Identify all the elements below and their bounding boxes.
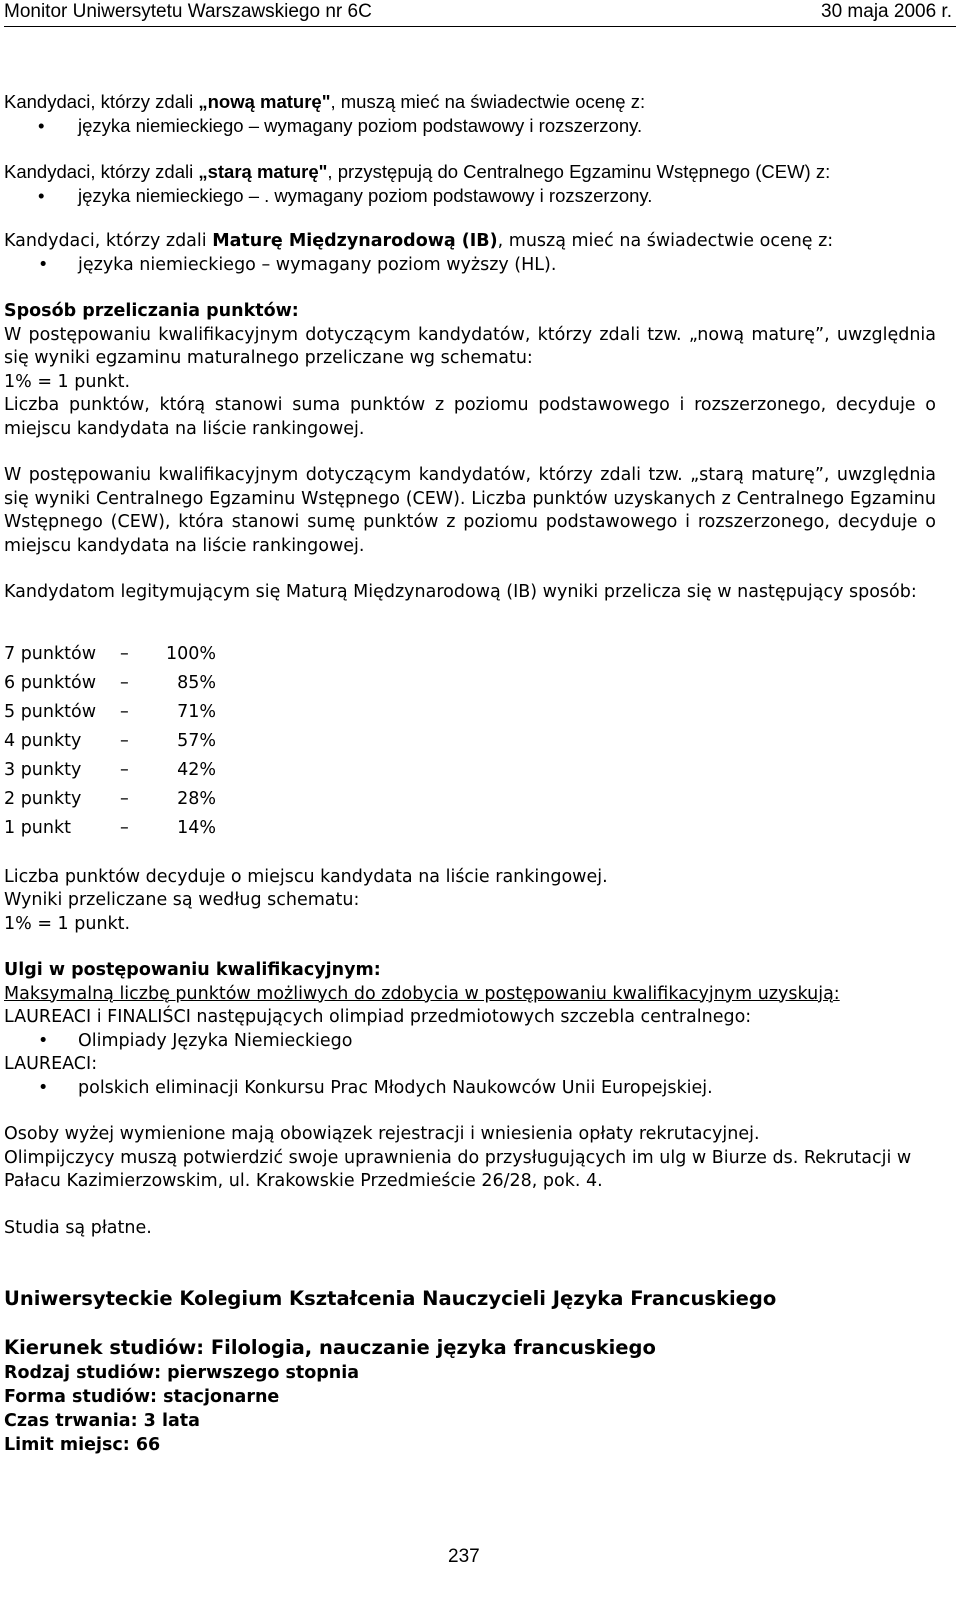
bullet-icon: • xyxy=(38,254,49,275)
ib-pre: Kandydaci, którzy zdali xyxy=(4,231,213,251)
ulgi-contest-bullet xyxy=(4,1077,936,1101)
table-row xyxy=(4,785,216,814)
percent-cell: 100% xyxy=(166,644,217,664)
spacer xyxy=(4,277,936,300)
dash-cell: – xyxy=(120,760,129,780)
dash-cell: – xyxy=(120,789,129,809)
spacer xyxy=(4,843,936,866)
ib-bold: Maturę Międzynarodową (IB) xyxy=(212,231,498,251)
dash-cell: – xyxy=(120,673,129,693)
after-table-schema: Wyniki przeliczane są według schematu: xyxy=(4,890,360,910)
ulgi-title xyxy=(4,959,936,983)
ib-bullet-text: języka niemieckiego – wymagany poziom wyższy (HL). xyxy=(78,254,557,275)
table-row xyxy=(4,727,216,756)
stara-matura-bullet xyxy=(4,184,936,208)
points-cell: 6 punktów xyxy=(4,673,97,693)
points-cell: 7 punktów xyxy=(4,644,97,664)
ulgi-registration-note: Osoby wyżej wymienione mają obowiązek rejestracji i wniesienia opłaty rekrutacyjnej. xyxy=(4,1124,760,1144)
ulgi-laureates-finalists: LAUREACI i FINALIŚCI następujących olimpiad przedmiotowych szczebla centralnego: xyxy=(4,1007,752,1027)
percent-cell: 57% xyxy=(177,731,217,751)
spacer xyxy=(4,628,936,640)
spacer xyxy=(4,441,936,464)
stara-matura-intro xyxy=(4,160,936,184)
bullet-icon: • xyxy=(38,1030,49,1051)
spacer xyxy=(4,605,936,628)
points-cell: 5 punktów xyxy=(4,702,97,722)
ulgi-laureates: LAUREACI: xyxy=(4,1054,98,1074)
sposob-nowa-ranking: Liczba punktów, którą stanowi suma punktów z poziomu podstawowego i rozszerzonego, decyduje o miejscu kandydata na liście rankingowej. xyxy=(4,395,936,439)
nowa-bold: „nową maturę" xyxy=(198,91,331,112)
ib-intro xyxy=(4,230,936,254)
points-cell: 2 punkty xyxy=(4,789,82,809)
table-row xyxy=(4,669,216,698)
spacer xyxy=(4,1240,936,1263)
page-content xyxy=(4,90,936,1457)
table-row xyxy=(4,698,216,727)
sposob-stara-paragraph: W postępowaniu kwalifikacyjnym dotyczącym kandydatów, którzy zdali tzw. „starą maturę”, uwzględnia się wyniki Centralnego Egzaminu Wstępnego (CEW). Liczba punktów uzyskanych z Centralnego Egzaminu Wstępnego (CEW), która stanowi sumę punktów z poziomu podstawowego i rozszerzonego, decyduje o miejscu kandydata na liście rankingowej. xyxy=(4,465,936,556)
sposob-ib-paragraph: Kandydatom legitymującym się Maturą Międzynarodową (IB) wyniki przelicza się w następujący sposób: xyxy=(4,582,917,602)
page-number: 237 xyxy=(448,1546,480,1567)
spacer xyxy=(4,1194,936,1217)
spacer xyxy=(4,1312,936,1335)
stara-pre: Kandydaci, którzy zdali xyxy=(4,161,199,182)
bullet-icon: • xyxy=(38,1077,49,1098)
nowa-pre: Kandydaci, którzy zdali xyxy=(4,91,199,112)
dash-cell: – xyxy=(120,644,129,664)
percent-cell: 85% xyxy=(177,673,217,693)
table-row xyxy=(4,814,216,843)
dash-cell: – xyxy=(120,731,129,751)
nowa-bullet-text: języka niemieckiego – wymagany poziom podstawowy i rozszerzony. xyxy=(78,114,643,136)
sposob-nowa-formula: 1% = 1 punkt. xyxy=(4,371,131,392)
percent-cell: 42% xyxy=(177,760,217,780)
ulgi-olympiad-bullet xyxy=(4,1030,936,1054)
points-cell: 4 punkty xyxy=(4,731,82,751)
header-rule xyxy=(4,26,956,27)
spacer xyxy=(4,1263,936,1286)
points-cell: 3 punkty xyxy=(4,760,82,780)
college-study-level: Rodzaj studiów: pierwszego stopnia xyxy=(4,1363,360,1383)
sposob-title xyxy=(4,300,936,324)
points-cell: 1 punkt xyxy=(4,818,71,838)
college-field-of-study: Kierunek studiów: Filologia, nauczanie języka francuskiego xyxy=(4,1336,656,1359)
dash-cell: – xyxy=(120,818,129,838)
stara-post: , przystępują do Centralnego Egzaminu Wstępnego (CEW) z: xyxy=(327,161,831,182)
bullet-icon: • xyxy=(38,114,45,136)
stara-bullet-text: języka niemieckiego – . wymagany poziom podstawowy i rozszerzony. xyxy=(78,184,653,206)
spacer xyxy=(4,137,936,160)
nowa-post: , muszą mieć na świadectwie ocenę z: xyxy=(330,91,646,112)
ulgi-contest-text: polskich eliminacji Konkursu Prac Młodych Naukowców Unii Europejskiej. xyxy=(78,1077,713,1098)
ib-conversion-table xyxy=(4,640,216,843)
spacer xyxy=(4,207,936,230)
ib-post: , muszą mieć na świadectwie ocenę z: xyxy=(497,231,834,251)
after-table-ranking: Liczba punktów decyduje o miejscu kandydata na liście rankingowej. xyxy=(4,866,608,887)
percent-cell: 28% xyxy=(177,789,217,809)
ib-bullet xyxy=(4,254,936,278)
header-date: 30 maja 2006 r. xyxy=(821,1,952,22)
spacer xyxy=(4,558,936,581)
page-header xyxy=(4,0,956,28)
ulgi-max-points: Maksymalną liczbę punktów możliwych do zdobycia w postępowaniu kwalifikacyjnym uzyskują: xyxy=(4,983,840,1004)
table-row xyxy=(4,756,216,785)
sposob-nowa-paragraph: W postępowaniu kwalifikacyjnym dotyczącym kandydatów, którzy zdali tzw. „nową maturę”, uwzględnia się wyniki egzaminu maturalnego przeliczane wg schematu: xyxy=(4,324,936,368)
ulgi-paid-studies: Studia są płatne. xyxy=(4,1217,152,1238)
ulgi-confirmation-note: Olimpijczycy muszą potwierdzić swoje uprawnienia do przysługujących im ulg w Biurze ds. Rekrutacji w Pałacu Kazimierzowskim, ul. Krakowskie Przedmieście 26/28, pok. 4. xyxy=(4,1147,912,1191)
sposob-title-text: Sposób przeliczania punktów: xyxy=(4,301,299,321)
nowa-matura-intro xyxy=(4,90,936,114)
after-table-formula: 1% = 1 punkt. xyxy=(4,913,131,934)
college-title: Uniwersyteckie Kolegium Kształcenia Nauczycieli Języka Francuskiego xyxy=(4,1287,777,1310)
college-study-mode: Forma studiów: stacjonarne xyxy=(4,1387,280,1407)
spacer xyxy=(4,936,936,959)
bullet-icon: • xyxy=(38,184,45,206)
stara-bold: „starą maturę" xyxy=(198,161,328,182)
table-row xyxy=(4,640,216,669)
college-duration: Czas trwania: 3 lata xyxy=(4,1411,200,1431)
dash-cell: – xyxy=(120,702,129,722)
ulgi-title-text: Ulgi w postępowaniu kwalifikacyjnym: xyxy=(4,960,381,980)
spacer xyxy=(4,1100,936,1123)
college-places-limit: Limit miejsc: 66 xyxy=(4,1435,161,1455)
percent-cell: 71% xyxy=(177,702,217,722)
nowa-matura-bullet xyxy=(4,114,936,138)
header-publication: Monitor Uniwersytetu Warszawskiego nr 6C xyxy=(4,1,372,22)
ulgi-olympiad-text: Olimpiady Języka Niemieckiego xyxy=(78,1030,353,1051)
percent-cell: 14% xyxy=(177,818,217,838)
